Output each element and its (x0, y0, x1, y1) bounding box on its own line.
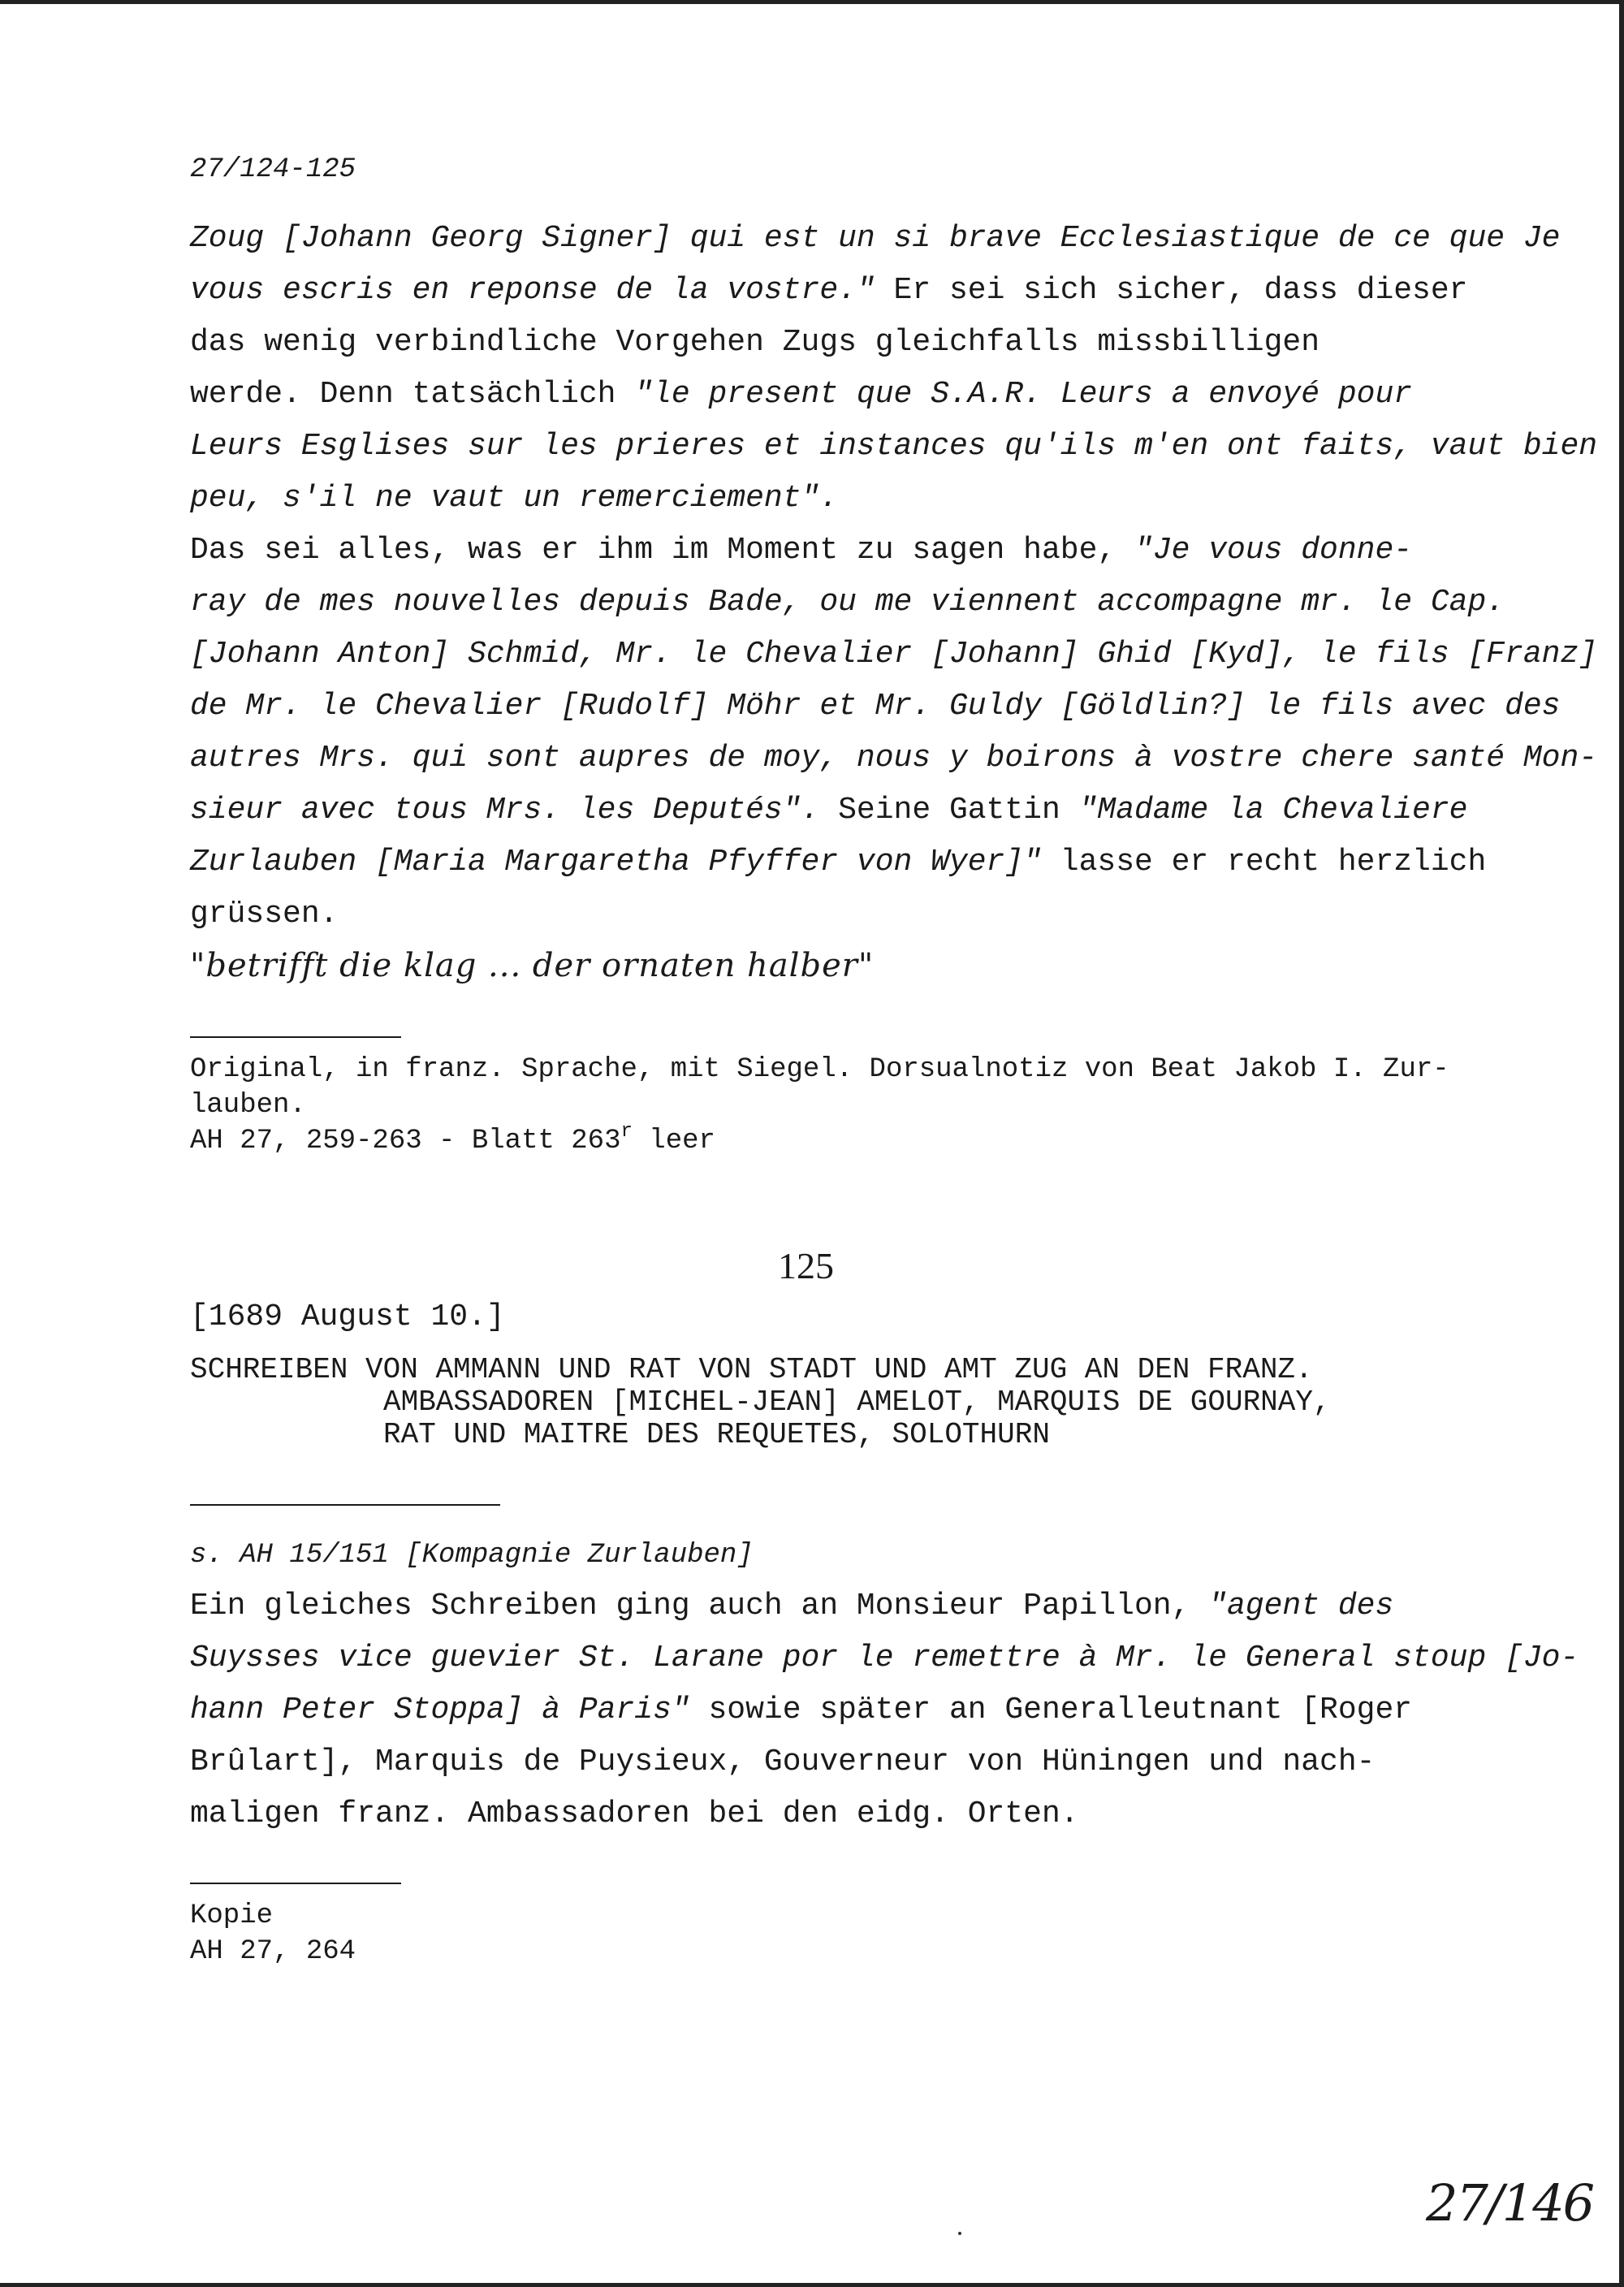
text-line (190, 897, 338, 932)
footnote-rule (190, 1036, 401, 1038)
text-line (190, 429, 1597, 464)
text-line (190, 1744, 1375, 1779)
scan-edge-top (0, 0, 1624, 4)
text-line (190, 1641, 1579, 1675)
quoted-text-italic: Zoug [Johann Georg Signer] qui est un si brave Ecclesiastique de ce que Je (190, 221, 1561, 256)
text-line (190, 637, 1597, 672)
text-run: Seine Gattin (819, 793, 1079, 828)
text-line (190, 273, 1467, 308)
text-run: werde. Denn tatsächlich (190, 377, 635, 412)
text-line (190, 377, 1412, 412)
title-line: AMBASSADOREN [MICHEL-JEAN] AMELOT, MARQUIS DE GOURNAY, (383, 1386, 1331, 1419)
footnote-rule (190, 1883, 401, 1884)
scan-edge-right (1619, 0, 1624, 2287)
quoted-text-italic: Suysses vice guevier St. Larane por le remettre à Mr. le General stoup [Jo- (190, 1641, 1579, 1675)
quoted-text-italic: peu, s'il ne vaut un remerciement". (190, 481, 839, 516)
recto-superscript: r (620, 1121, 633, 1143)
source-note-line: Kopie (190, 1900, 274, 1931)
cross-reference: s. AH 15/151 [Kompagnie Zurlauben] (190, 1540, 754, 1571)
quoted-text-italic: ray de mes nouvelles depuis Bade, ou me viennent accompagne mr. le Cap. (190, 585, 1505, 620)
text-line (190, 221, 1560, 256)
source-note-line: lauben. (190, 1090, 306, 1121)
page-reference: 27/124-125 (190, 154, 356, 185)
source-note-prefix: AH 27, 259-263 - Blatt 263 (190, 1126, 621, 1156)
text-run: maligen franz. Ambassadoren bei den eidg. Orten. (190, 1796, 1079, 1831)
text-line (190, 1589, 1393, 1623)
quoted-text-italic: sieur avec tous Mrs. les Deputés". (190, 793, 820, 828)
text-line (190, 1693, 1412, 1727)
folio-number-handwritten: 27/146 (1426, 2173, 1594, 2233)
quoted-text-italic: Leurs Esglises sur les prieres et instances qu'ils m'en ont faits, vaut bien (190, 429, 1598, 464)
text-run: Ein gleiches Schreiben ging auch an Monsieur Papillon, (190, 1589, 1209, 1623)
source-note-suffix: leer (632, 1126, 715, 1156)
quoted-text-italic: "Madame la Chevaliere (1078, 793, 1468, 828)
text-line (190, 585, 1505, 620)
text-line (190, 845, 1486, 880)
title-line: SCHREIBEN VON AMMANN UND RAT VON STADT UND AMT ZUG AN DEN FRANZ. (190, 1353, 1313, 1386)
quoted-text-italic: autres Mrs. qui sont aupres de moy, nous y boirons à vostre chere santé Mon- (190, 741, 1598, 776)
text-line (190, 481, 838, 516)
scan-speck (958, 2232, 961, 2235)
quoted-text-italic: "agent des (1208, 1589, 1394, 1623)
text-run: Er sei sich sicher, dass dieser (875, 273, 1468, 308)
quoted-text-italic: de Mr. le Chevalier [Rudolf] Möhr et Mr. Guldy [Göldlin?] le fils avec des (190, 689, 1561, 724)
source-note-line: AH 27, 264 (190, 1936, 356, 1967)
text-run: grüssen. (190, 897, 339, 932)
text-line (190, 689, 1560, 724)
source-note-line (190, 1121, 715, 1156)
text-run: das wenig verbindliche Vorgehen Zugs gleichfalls missbilligen (190, 325, 1320, 360)
text-line (190, 325, 1320, 360)
text-line (190, 533, 1412, 568)
text-run: Brûlart], Marquis de Puysieux, Gouverneur von Hüningen und nach- (190, 1744, 1376, 1779)
scan-edge-bottom (0, 2283, 1624, 2287)
text-run: Das sei alles, was er ihm im Moment zu sagen habe, (190, 533, 1134, 568)
title-line: RAT UND MAITRE DES REQUETES, SOLOTHURN (383, 1418, 1050, 1451)
source-note-line: Original, in franz. Sprache, mit Siegel. Dorsualnotiz von Beat Jakob I. Zur- (190, 1054, 1449, 1085)
quoted-text-italic: vous escris en reponse de la vostre." (190, 273, 875, 308)
text-line (190, 741, 1597, 776)
quoted-text-italic: Zurlauben [Maria Margaretha Pfyffer von Wyer]" (190, 845, 1042, 880)
document-date: [1689 August 10.] (190, 1299, 505, 1334)
quoted-text-italic: [Johann Anton] Schmid, Mr. le Chevalier [Johann] Ghid [Kyd], le fils [Franz] (190, 637, 1598, 672)
quoted-text-italic: hann Peter Stoppa] à Paris" (190, 1693, 690, 1727)
section-rule (190, 1504, 500, 1506)
text-run: lasse er recht herzlich (1041, 845, 1487, 880)
quoted-text-italic: "Je vous donne- (1134, 533, 1413, 568)
text-line (190, 793, 1467, 828)
text-line (190, 1796, 1079, 1831)
dorsal-note-handwritten: "betrifft die klag ... der ornaten halber" (190, 947, 875, 984)
quoted-text-italic: "le present que S.A.R. Leurs a envoyé pour (634, 377, 1413, 412)
document-number: 125 (778, 1245, 834, 1286)
text-run: sowie später an Generalleutnant [Roger (689, 1693, 1413, 1727)
